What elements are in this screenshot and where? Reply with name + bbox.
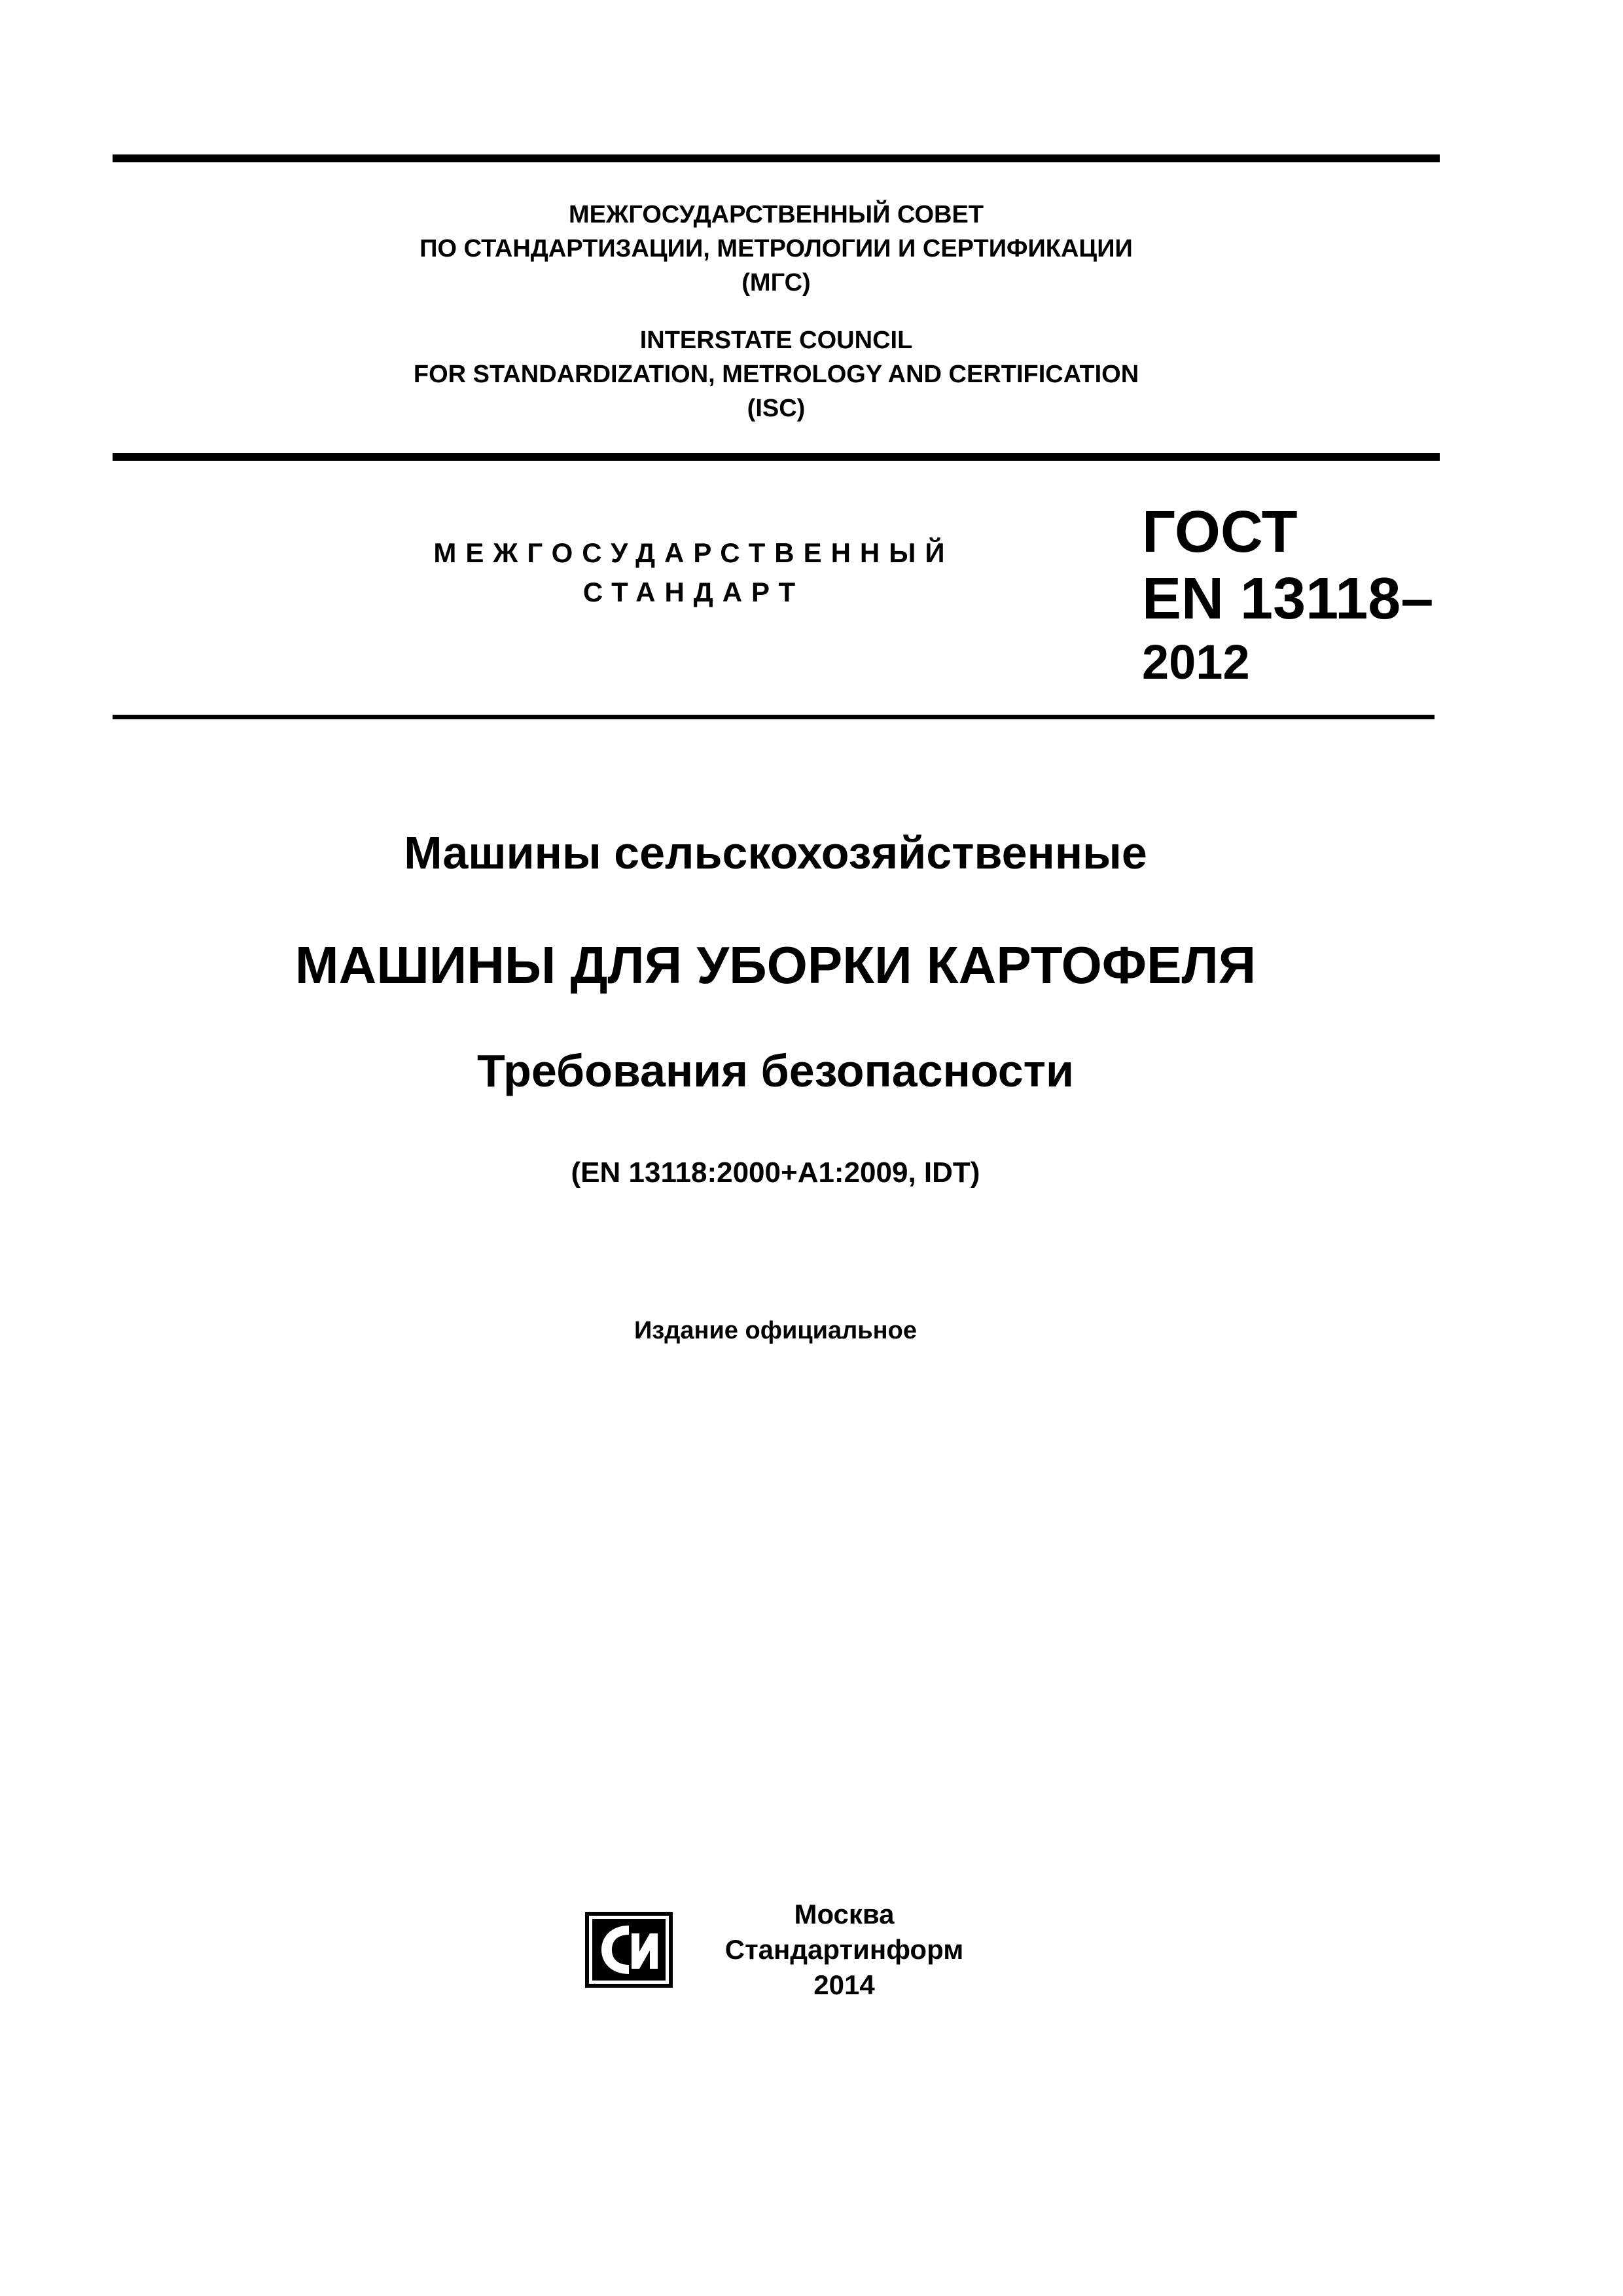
document-subtitle: Требования безопасности — [477, 1045, 1074, 1096]
standard-type-line-2: СТАНДАРТ — [582, 577, 805, 607]
bottom-divider — [113, 715, 1435, 719]
council-name-en — [113, 323, 1440, 425]
publisher-city: Москва — [794, 1899, 895, 1929]
council-en-line-1: INTERSTATE COUNCIL — [639, 327, 913, 354]
top-divider — [113, 154, 1440, 162]
publisher-imprint — [681, 1897, 1008, 2003]
council-ru-line-2: ПО СТАНДАРТИЗАЦИИ, МЕТРОЛОГИИ И СЕРТИФИКАЦИИ — [419, 235, 1133, 262]
council-en-line-2: FOR STANDARDIZATION, METROLOGY AND CERTIFICATION — [413, 361, 1139, 388]
standard-type-label — [366, 533, 1021, 612]
council-ru-line-1: МЕЖГОСУДАРСТВЕННЫЙ СОВЕТ — [568, 201, 984, 228]
gost-label: ГОСТ — [1142, 499, 1298, 565]
edition-note: Издание официальное — [634, 1317, 917, 1344]
standartinform-logo-icon — [584, 1911, 673, 1988]
standard-type-line-1: МЕЖГОСУДАРСТВЕННЫЙ — [433, 537, 954, 568]
document-reference: (EN 13118:2000+A1:2009, IDT) — [571, 1157, 980, 1189]
publisher-year: 2014 — [813, 1969, 875, 2000]
standard-designation — [1142, 499, 1433, 692]
standard-number: EN 13118– — [1142, 566, 1434, 632]
document-title: МАШИНЫ ДЛЯ УБОРКИ КАРТОФЕЛЯ — [294, 936, 1257, 994]
council-ru-line-3: (МГС) — [741, 269, 811, 296]
publisher-name: Стандартинформ — [724, 1934, 964, 1965]
document-category: Машины сельскохозяйственные — [404, 827, 1147, 878]
standard-year: 2012 — [1142, 635, 1250, 689]
council-name-ru — [113, 198, 1440, 300]
council-en-line-3: (ISC) — [747, 395, 806, 422]
middle-divider — [113, 453, 1440, 461]
